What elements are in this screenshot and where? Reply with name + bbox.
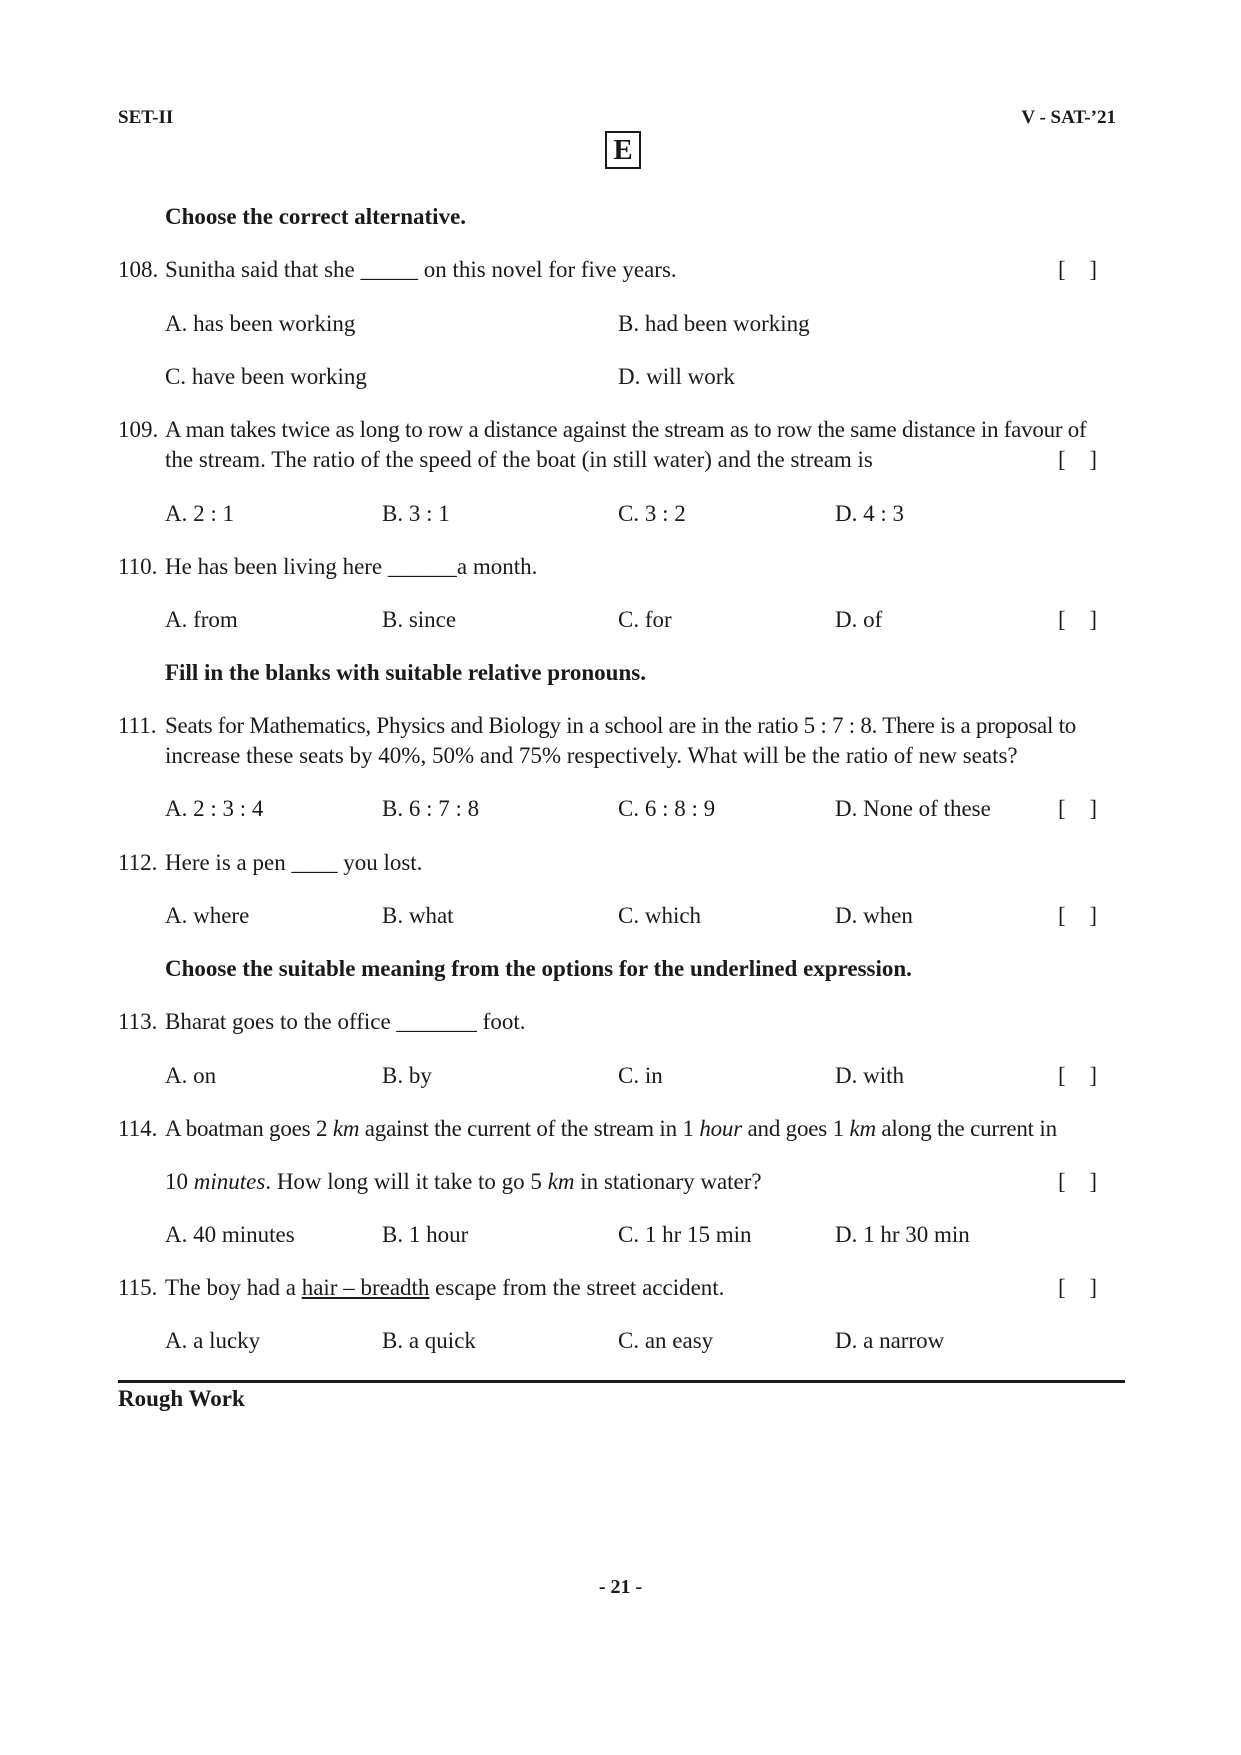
q114-unit-minutes: minutes xyxy=(193,1169,266,1194)
option-113-d: D. with xyxy=(835,1063,904,1088)
answer-bracket-112: [ ] xyxy=(1058,903,1098,928)
option-108-b: B. had been working xyxy=(618,311,810,336)
page-number: - 21 - xyxy=(598,1576,643,1598)
option-108-c: C. have been working xyxy=(165,364,367,389)
question-114-line-1 xyxy=(165,1116,1057,1142)
option-112-c: C. which xyxy=(618,903,702,928)
q114-unit-km-3: km xyxy=(547,1169,575,1194)
question-109-line-1: A man takes twice as long to row a distance against the stream as to row the same distance in favour of xyxy=(165,417,1087,442)
question-110-text: He has been living here ______a month. xyxy=(165,554,538,579)
horizontal-divider xyxy=(118,1380,1125,1383)
question-108-text: Sunitha said that she _____ on this novel for five years. xyxy=(165,257,677,282)
question-112-number: 112. xyxy=(118,850,158,875)
option-113-a: A. on xyxy=(165,1063,217,1088)
rough-work-text: Rough Work xyxy=(118,1386,245,1411)
option-108-d: D. will work xyxy=(618,364,735,389)
option-111-c: C. 6 : 8 : 9 xyxy=(618,796,716,821)
option-109-a: A. 2 : 1 xyxy=(165,501,234,526)
answer-bracket-111: [ ] xyxy=(1058,796,1098,821)
question-114-number: 114. xyxy=(118,1116,158,1141)
option-109-d: D. 4 : 3 xyxy=(835,501,904,526)
option-111-b: B. 6 : 7 : 8 xyxy=(382,796,480,821)
q114-text-2a: 10 xyxy=(165,1169,194,1194)
question-111-line-2: increase these seats by 40%, 50% and 75% respectively. What will be the ratio of new seats? xyxy=(165,743,1018,768)
option-110-a: A. from xyxy=(165,607,238,632)
question-111-number: 111. xyxy=(118,713,157,738)
question-109-number: 109. xyxy=(118,417,159,442)
option-113-c: C. in xyxy=(618,1063,663,1088)
exam-code: V - SAT-’21 xyxy=(1021,107,1116,128)
rough-work-label xyxy=(118,1386,245,1412)
option-114-b: B. 1 hour xyxy=(382,1222,469,1247)
q114-unit-km-2: km xyxy=(849,1116,876,1141)
q114-text-2e: in stationary water? xyxy=(574,1169,762,1194)
option-115-c: C. an easy xyxy=(618,1328,714,1353)
section-heading-1: Choose the correct alternative. xyxy=(165,204,467,229)
question-115-number: 115. xyxy=(118,1275,158,1300)
option-112-d: D. when xyxy=(835,903,913,928)
question-115-text xyxy=(165,1275,724,1301)
q114-text-c: against the current of the stream in 1 xyxy=(359,1116,700,1141)
q114-unit-hour: hour xyxy=(699,1116,742,1141)
question-113-number: 113. xyxy=(118,1009,158,1034)
answer-bracket-115: [ ] xyxy=(1058,1275,1098,1300)
q115-text-post: escape from the street accident. xyxy=(429,1275,725,1300)
section-heading-3: Choose the suitable meaning from the options for the underlined expression. xyxy=(165,956,912,981)
option-112-b: B. what xyxy=(382,903,454,928)
section-heading-2: Fill in the blanks with suitable relative pronouns. xyxy=(165,660,646,685)
q114-text-a: A boatman goes 2 xyxy=(165,1116,333,1141)
question-114-line-2 xyxy=(165,1169,762,1195)
q115-text-pre: The boy had a xyxy=(165,1275,302,1300)
question-111-line-1: Seats for Mathematics, Physics and Biology in a school are in the ratio 5 : 7 : 8. There is a proposal to xyxy=(165,713,1077,738)
option-114-a: A. 40 minutes xyxy=(165,1222,295,1247)
answer-bracket-113: [ ] xyxy=(1058,1063,1098,1088)
question-110-number: 110. xyxy=(118,554,158,579)
answer-bracket-114: [ ] xyxy=(1058,1169,1098,1194)
option-110-c: C. for xyxy=(618,607,672,632)
q114-text-g: along the current in xyxy=(875,1116,1057,1141)
option-114-d: D. 1 hr 30 min xyxy=(835,1222,970,1247)
answer-bracket-110: [ ] xyxy=(1058,607,1098,632)
underlined-expression: hair – breadth xyxy=(301,1275,430,1300)
q114-text-e: and goes 1 xyxy=(741,1116,850,1141)
option-112-a: A. where xyxy=(165,903,250,928)
option-115-a: A. a lucky xyxy=(165,1328,261,1353)
question-108-number: 108. xyxy=(118,257,159,282)
answer-bracket-108: [ ] xyxy=(1058,257,1098,282)
set-label: SET-II xyxy=(118,107,174,128)
option-108-a: A. has been working xyxy=(165,311,356,336)
option-114-c: C. 1 hr 15 min xyxy=(618,1222,752,1247)
option-115-d: D. a narrow xyxy=(835,1328,945,1353)
set-letter-box: E xyxy=(605,131,641,169)
option-109-b: B. 3 : 1 xyxy=(382,501,450,526)
question-113-text: Bharat goes to the office _______ foot. xyxy=(165,1009,526,1034)
option-109-c: C. 3 : 2 xyxy=(618,501,686,526)
q114-text-2c: . How long will it take to go 5 xyxy=(265,1169,548,1194)
option-111-a: A. 2 : 3 : 4 xyxy=(165,796,264,821)
question-109-line-2: the stream. The ratio of the speed of the boat (in still water) and the stream is xyxy=(165,447,873,472)
q114-unit-km-1: km xyxy=(332,1116,360,1141)
option-110-b: B. since xyxy=(382,607,457,632)
option-111-d: D. None of these xyxy=(835,796,991,821)
option-113-b: B. by xyxy=(382,1063,432,1088)
option-110-d: D. of xyxy=(835,607,883,632)
option-115-b: B. a quick xyxy=(382,1328,476,1353)
answer-bracket-109: [ ] xyxy=(1058,447,1098,472)
question-112-text: Here is a pen ____ you lost. xyxy=(165,850,423,875)
